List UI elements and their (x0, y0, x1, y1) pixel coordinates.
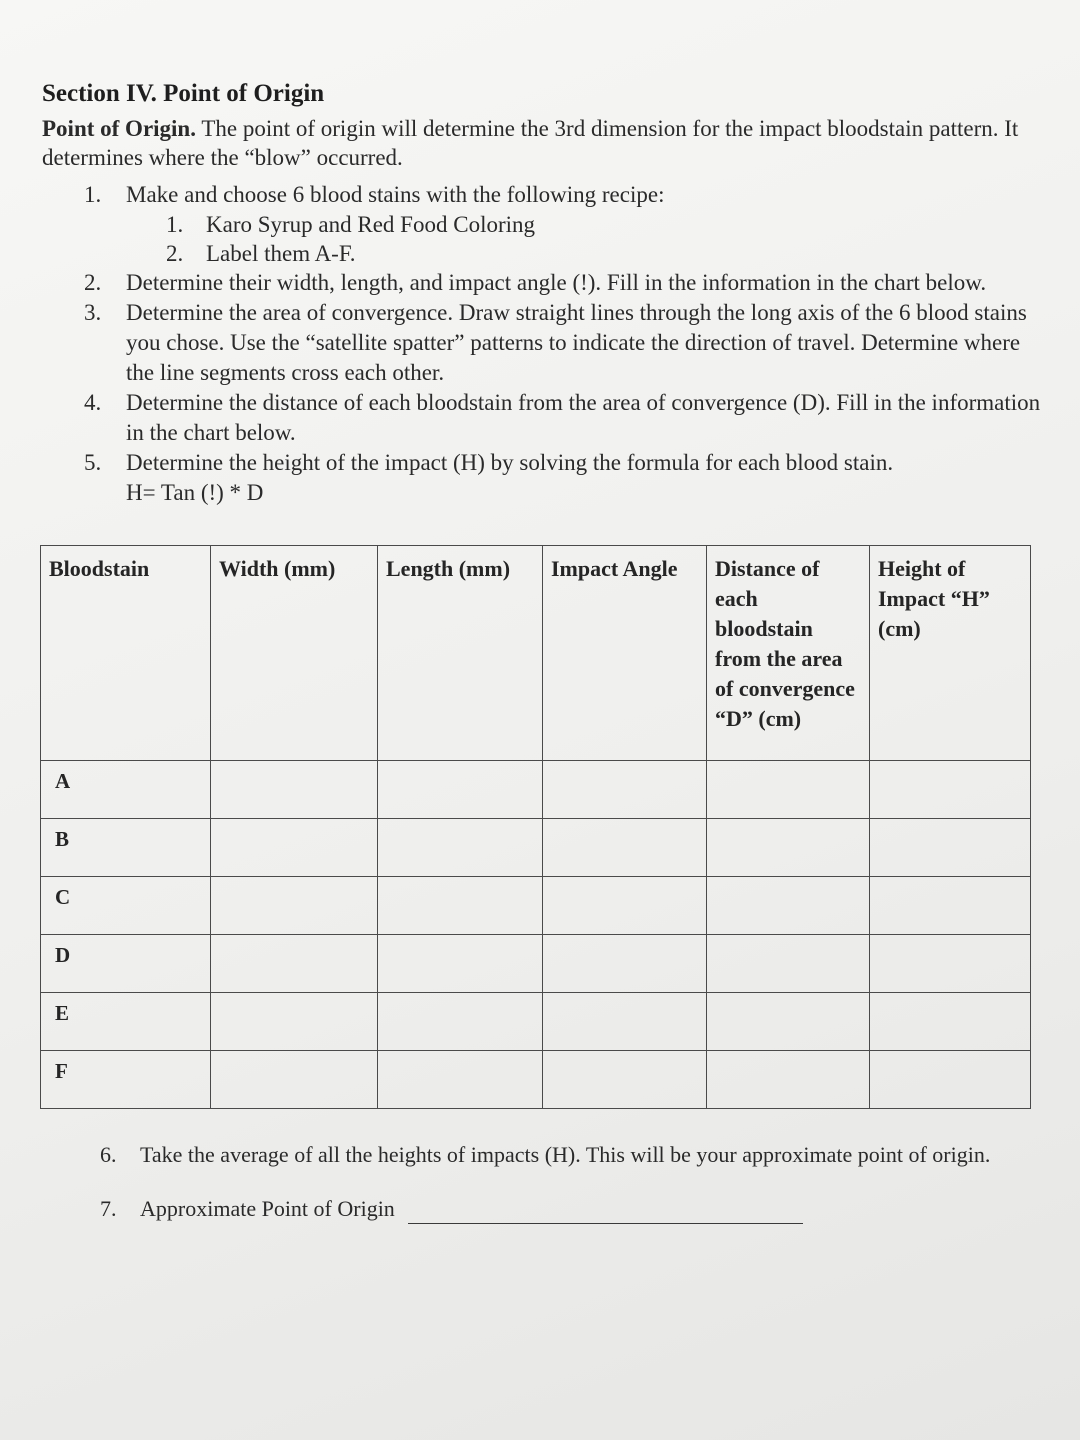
section-title: Section IV. Point of Origin (42, 80, 325, 107)
impact-angle-cell[interactable] (543, 877, 707, 935)
height-cell[interactable] (870, 877, 1031, 935)
length-cell[interactable] (378, 877, 543, 935)
width-cell[interactable] (211, 935, 378, 993)
chart-header-row (41, 546, 1031, 761)
step-6 (100, 1140, 1050, 1170)
impact-angle-cell[interactable] (543, 935, 707, 993)
substep-2 (166, 239, 1044, 268)
length-cell[interactable] (378, 819, 543, 877)
step-7 (100, 1194, 1050, 1224)
width-cell[interactable] (211, 819, 378, 877)
table-row (41, 761, 1031, 819)
impact-angle-cell[interactable] (543, 1051, 707, 1109)
col-header-impact-angle: Impact Angle (543, 546, 707, 761)
step-text: Take the average of all the heights of impacts (H). This will be your approximate point of origin. (140, 1142, 991, 1167)
step-number: 4. (84, 390, 102, 415)
table-row (41, 993, 1031, 1051)
step-text: Make and choose 6 blood stains with the following recipe: (126, 182, 665, 207)
row-label: D (41, 935, 211, 993)
step-number: 6. (100, 1142, 117, 1167)
table-row (41, 935, 1031, 993)
distance-cell[interactable] (707, 761, 870, 819)
col-header-distance: Distance of each bloodstain from the area of convergence “D” (cm) (707, 546, 870, 761)
step-2 (84, 268, 1044, 298)
bloodstain-chart (40, 545, 1031, 1109)
substeps-list (126, 210, 1044, 268)
row-label: C (41, 877, 211, 935)
row-label: B (41, 819, 211, 877)
distance-cell[interactable] (707, 819, 870, 877)
substep-text: Label them A-F. (206, 241, 356, 266)
width-cell[interactable] (211, 761, 378, 819)
col-header-length: Length (mm) (378, 546, 543, 761)
length-cell[interactable] (378, 1051, 543, 1109)
intro-paragraph (42, 114, 1052, 172)
table-row (41, 819, 1031, 877)
length-cell[interactable] (378, 993, 543, 1051)
substep-number: 1. (166, 212, 184, 237)
length-cell[interactable] (378, 935, 543, 993)
step-number: 2. (84, 270, 102, 295)
table-row (41, 1051, 1031, 1109)
width-cell[interactable] (211, 877, 378, 935)
row-label: F (41, 1051, 211, 1109)
step-number: 5. (84, 450, 102, 475)
height-cell[interactable] (870, 761, 1031, 819)
row-label: E (41, 993, 211, 1051)
row-label: A (41, 761, 211, 819)
distance-cell[interactable] (707, 993, 870, 1051)
step-4 (84, 388, 1044, 448)
distance-cell[interactable] (707, 877, 870, 935)
steps-list (84, 180, 1044, 508)
impact-angle-cell[interactable] (543, 993, 707, 1051)
step-text: Determine the area of convergence. Draw straight lines through the long axis of the 6 blood stains you chose. Use the “satellite spatter” patterns to indicate the direction of travel. Determine where the line segments cross each other. (126, 300, 1027, 385)
point-of-origin-answer-line[interactable] (408, 1199, 803, 1224)
step-number: 1. (84, 182, 102, 207)
col-header-width: Width (mm) (211, 546, 378, 761)
impact-angle-cell[interactable] (543, 819, 707, 877)
step-text: Determine the height of the impact (H) by solving the formula for each blood stain. (126, 450, 894, 475)
substep-text: Karo Syrup and Red Food Coloring (206, 212, 536, 237)
height-cell[interactable] (870, 819, 1031, 877)
step-number: 7. (100, 1196, 117, 1221)
height-cell[interactable] (870, 1051, 1031, 1109)
col-header-bloodstain: Bloodstain (41, 546, 211, 761)
intro-text: The point of origin will determine the 3rd dimension for the impact bloodstain pattern. It determines where the “blow” occurred. (42, 116, 1019, 170)
step-3 (84, 298, 1044, 388)
height-cell[interactable] (870, 935, 1031, 993)
substep-1 (166, 210, 1044, 239)
table-row (41, 877, 1031, 935)
length-cell[interactable] (378, 761, 543, 819)
step-1 (84, 180, 1044, 268)
step-text: Determine their width, length, and impact angle (!). Fill in the information in the chart below. (126, 270, 987, 295)
height-formula: H= Tan (!) * D (126, 480, 264, 505)
col-header-height: Height of Impact “H” (cm) (870, 546, 1031, 761)
final-steps-list (100, 1140, 1050, 1224)
step-number: 3. (84, 300, 102, 325)
intro-lead: Point of Origin. (42, 116, 196, 141)
step-5 (84, 448, 1044, 508)
distance-cell[interactable] (707, 935, 870, 993)
step-text: Determine the distance of each bloodstain from the area of convergence (D). Fill in the information in the chart below. (126, 390, 1041, 445)
height-cell[interactable] (870, 993, 1031, 1051)
width-cell[interactable] (211, 1051, 378, 1109)
distance-cell[interactable] (707, 1051, 870, 1109)
impact-angle-cell[interactable] (543, 761, 707, 819)
width-cell[interactable] (211, 993, 378, 1051)
step-text: Approximate Point of Origin (140, 1196, 395, 1221)
substep-number: 2. (166, 241, 184, 266)
